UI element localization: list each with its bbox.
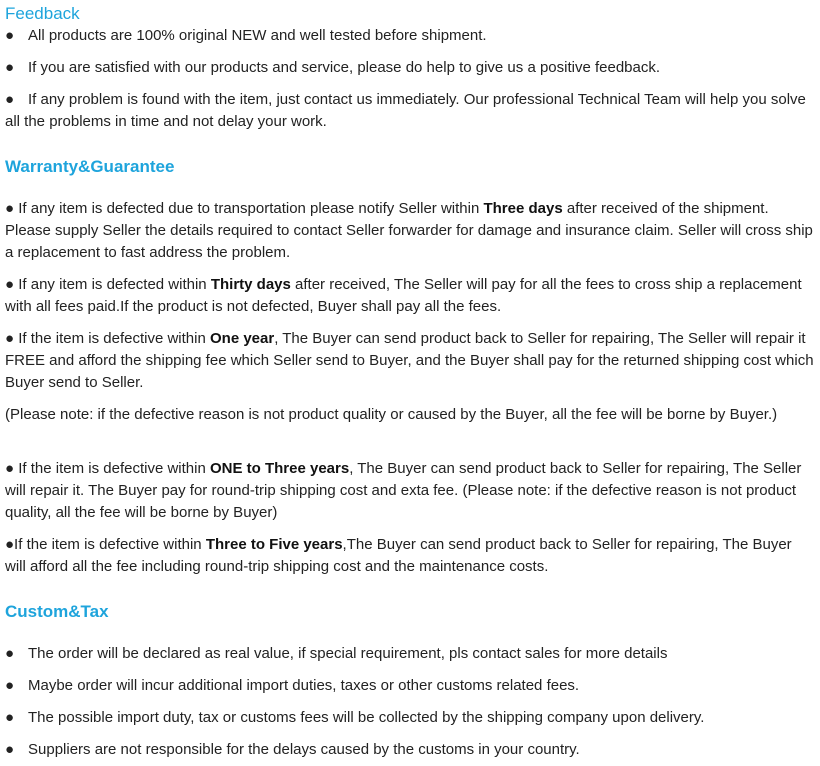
warranty-note: (Please note: if the defective reason is not product quality or caused by the Buyer, all the fee will be borne by Buyer.) bbox=[5, 406, 778, 423]
feedback-heading: Feedback bbox=[5, 4, 80, 23]
warranty-item-3: ● If the item is defective within One year, The Buyer can send product back to Seller for repairing, The Seller will repair it FREE and afford the shipping fee which Seller send to Buyer, and the Buyer shall pay for the returned shipping cost which Buyer send to Seller. bbox=[5, 330, 814, 391]
feedback-item-3: ● If any problem is found with the item, just contact us immediately. Our professional Technical Team will help you solve all the problems in time and not delay your work. bbox=[5, 91, 806, 130]
feedback-item-1: ● All products are 100% original NEW and well tested before shipment. bbox=[5, 25, 815, 47]
bullet: ● bbox=[5, 677, 15, 694]
custom-item-1: ● The order will be declared as real value, if special requirement, pls contact sales for more details bbox=[5, 643, 815, 665]
bullet: ● bbox=[5, 59, 15, 76]
bullet: ● bbox=[5, 91, 15, 108]
custom-item-4: ● Suppliers are not responsible for the delays caused by the customs in your country. bbox=[5, 739, 815, 761]
custom-item-3: ● The possible import duty, tax or customs fees will be collected by the shipping company upon delivery. bbox=[5, 707, 815, 729]
bullet: ● bbox=[5, 709, 15, 726]
custom-item-2: ● Maybe order will incur additional import duties, taxes or other customs related fees. bbox=[5, 675, 815, 697]
bullet: ● bbox=[5, 645, 15, 662]
feedback-item-2: ● If you are satisfied with our products and service, please do help to give us a positive feedback. bbox=[5, 57, 815, 79]
warranty-item-1: ● If any item is defected due to transportation please notify Seller within Three days after received of the shipment. Please supply Seller the details required to contact Seller forwarder for damage and insurance claim. Seller will cross ship a replacement to fast address the problem. bbox=[5, 200, 813, 261]
warranty-heading: Warranty&Guarantee bbox=[5, 157, 175, 176]
bullet: ● bbox=[5, 741, 15, 758]
warranty-item-4: ● If the item is defective within ONE to Three years, The Buyer can send product back to Seller for repairing, The Seller will repair it. The Buyer pay for round-trip shipping cost and exta fee. (Please note: if the defective reason is not product quality, all the fee will be borne by Buyer) bbox=[5, 460, 802, 521]
warranty-item-5: ●If the item is defective within Three to Five years,The Buyer can send product back to Seller for repairing, The Buyer will afford all the fee including round-trip shipping cost and the maintenance costs. bbox=[5, 536, 792, 575]
custom-tax-heading: Custom&Tax bbox=[5, 602, 109, 621]
bullet: ● bbox=[5, 27, 15, 44]
warranty-item-2: ● If any item is defected within Thirty days after received, The Seller will pay for all the fees to cross ship a replacement with all fees paid.If the product is not defected, Buyer shall pay all the fees. bbox=[5, 276, 802, 315]
